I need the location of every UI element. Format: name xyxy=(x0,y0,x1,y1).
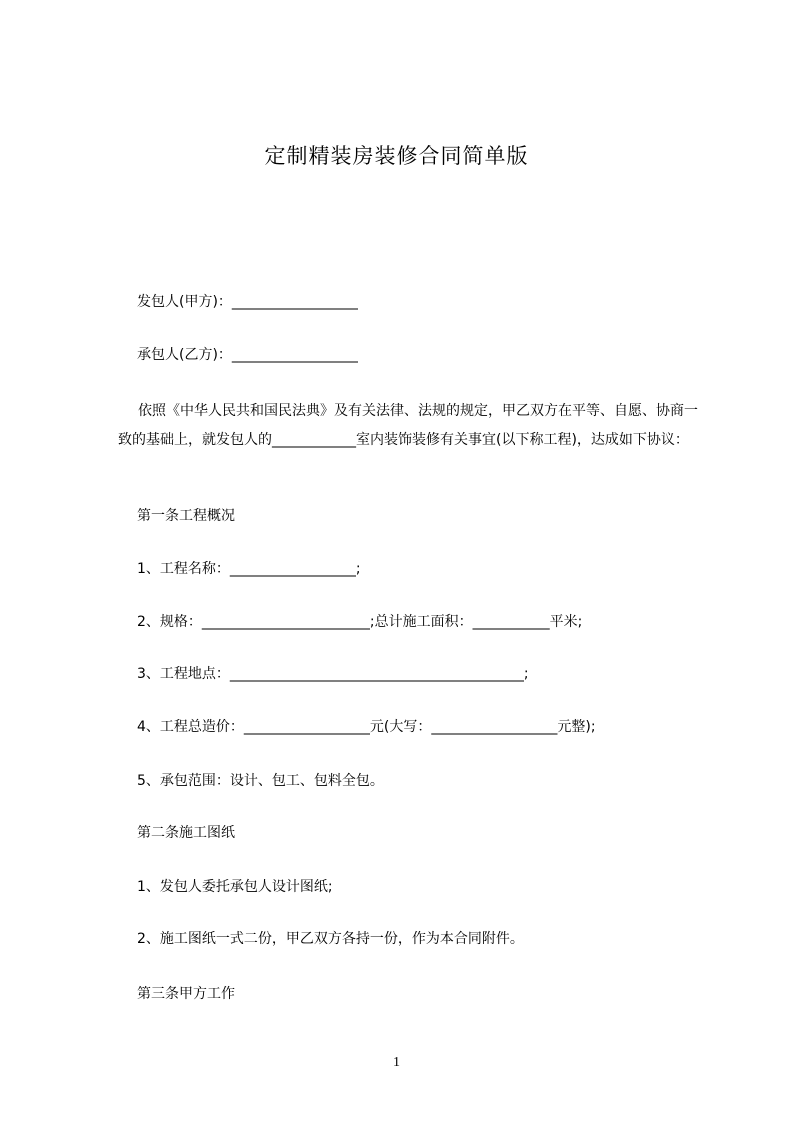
article-1-item-1: 1、工程名称：__________________; xyxy=(137,561,361,577)
party-b-line: 承包人(乙方)：__________________ xyxy=(137,347,358,363)
article-3-heading: 第三条甲方工作 xyxy=(137,986,235,1002)
article-1-item-3: 3、工程地点：__________________________________________; xyxy=(137,666,529,682)
party-a-line: 发包人(甲方)：__________________ xyxy=(137,294,358,310)
article-1-item-4: 4、工程总造价：__________________元(大写：__________________元整); xyxy=(137,719,596,735)
article-2-item-2: 2、施工图纸一式二份，甲乙双方各持一份，作为本合同附件。 xyxy=(137,931,524,947)
page-number: 1 xyxy=(393,1055,400,1070)
article-2-heading: 第二条施工图纸 xyxy=(137,825,235,841)
intro-paragraph: 依照《中华人民共和国民法典》及有关法律、法规的规定，甲乙双方在平等、自愿、协商一致的基础上，就发包人的____________室内装饰装修有关事宜(以下称工程)，达成如下协议： xyxy=(118,403,698,448)
article-2-item-1: 1、发包人委托承包人设计图纸; xyxy=(137,879,333,895)
document-title: 定制精装房装修合同简单版 xyxy=(264,144,529,168)
article-1-item-2: 2、规格：________________________;总计施工面积：___________平米; xyxy=(137,614,583,630)
article-1-heading: 第一条工程概况 xyxy=(137,508,235,524)
article-1-item-5: 5、承包范围：设计、包工、包料全包。 xyxy=(137,773,384,789)
